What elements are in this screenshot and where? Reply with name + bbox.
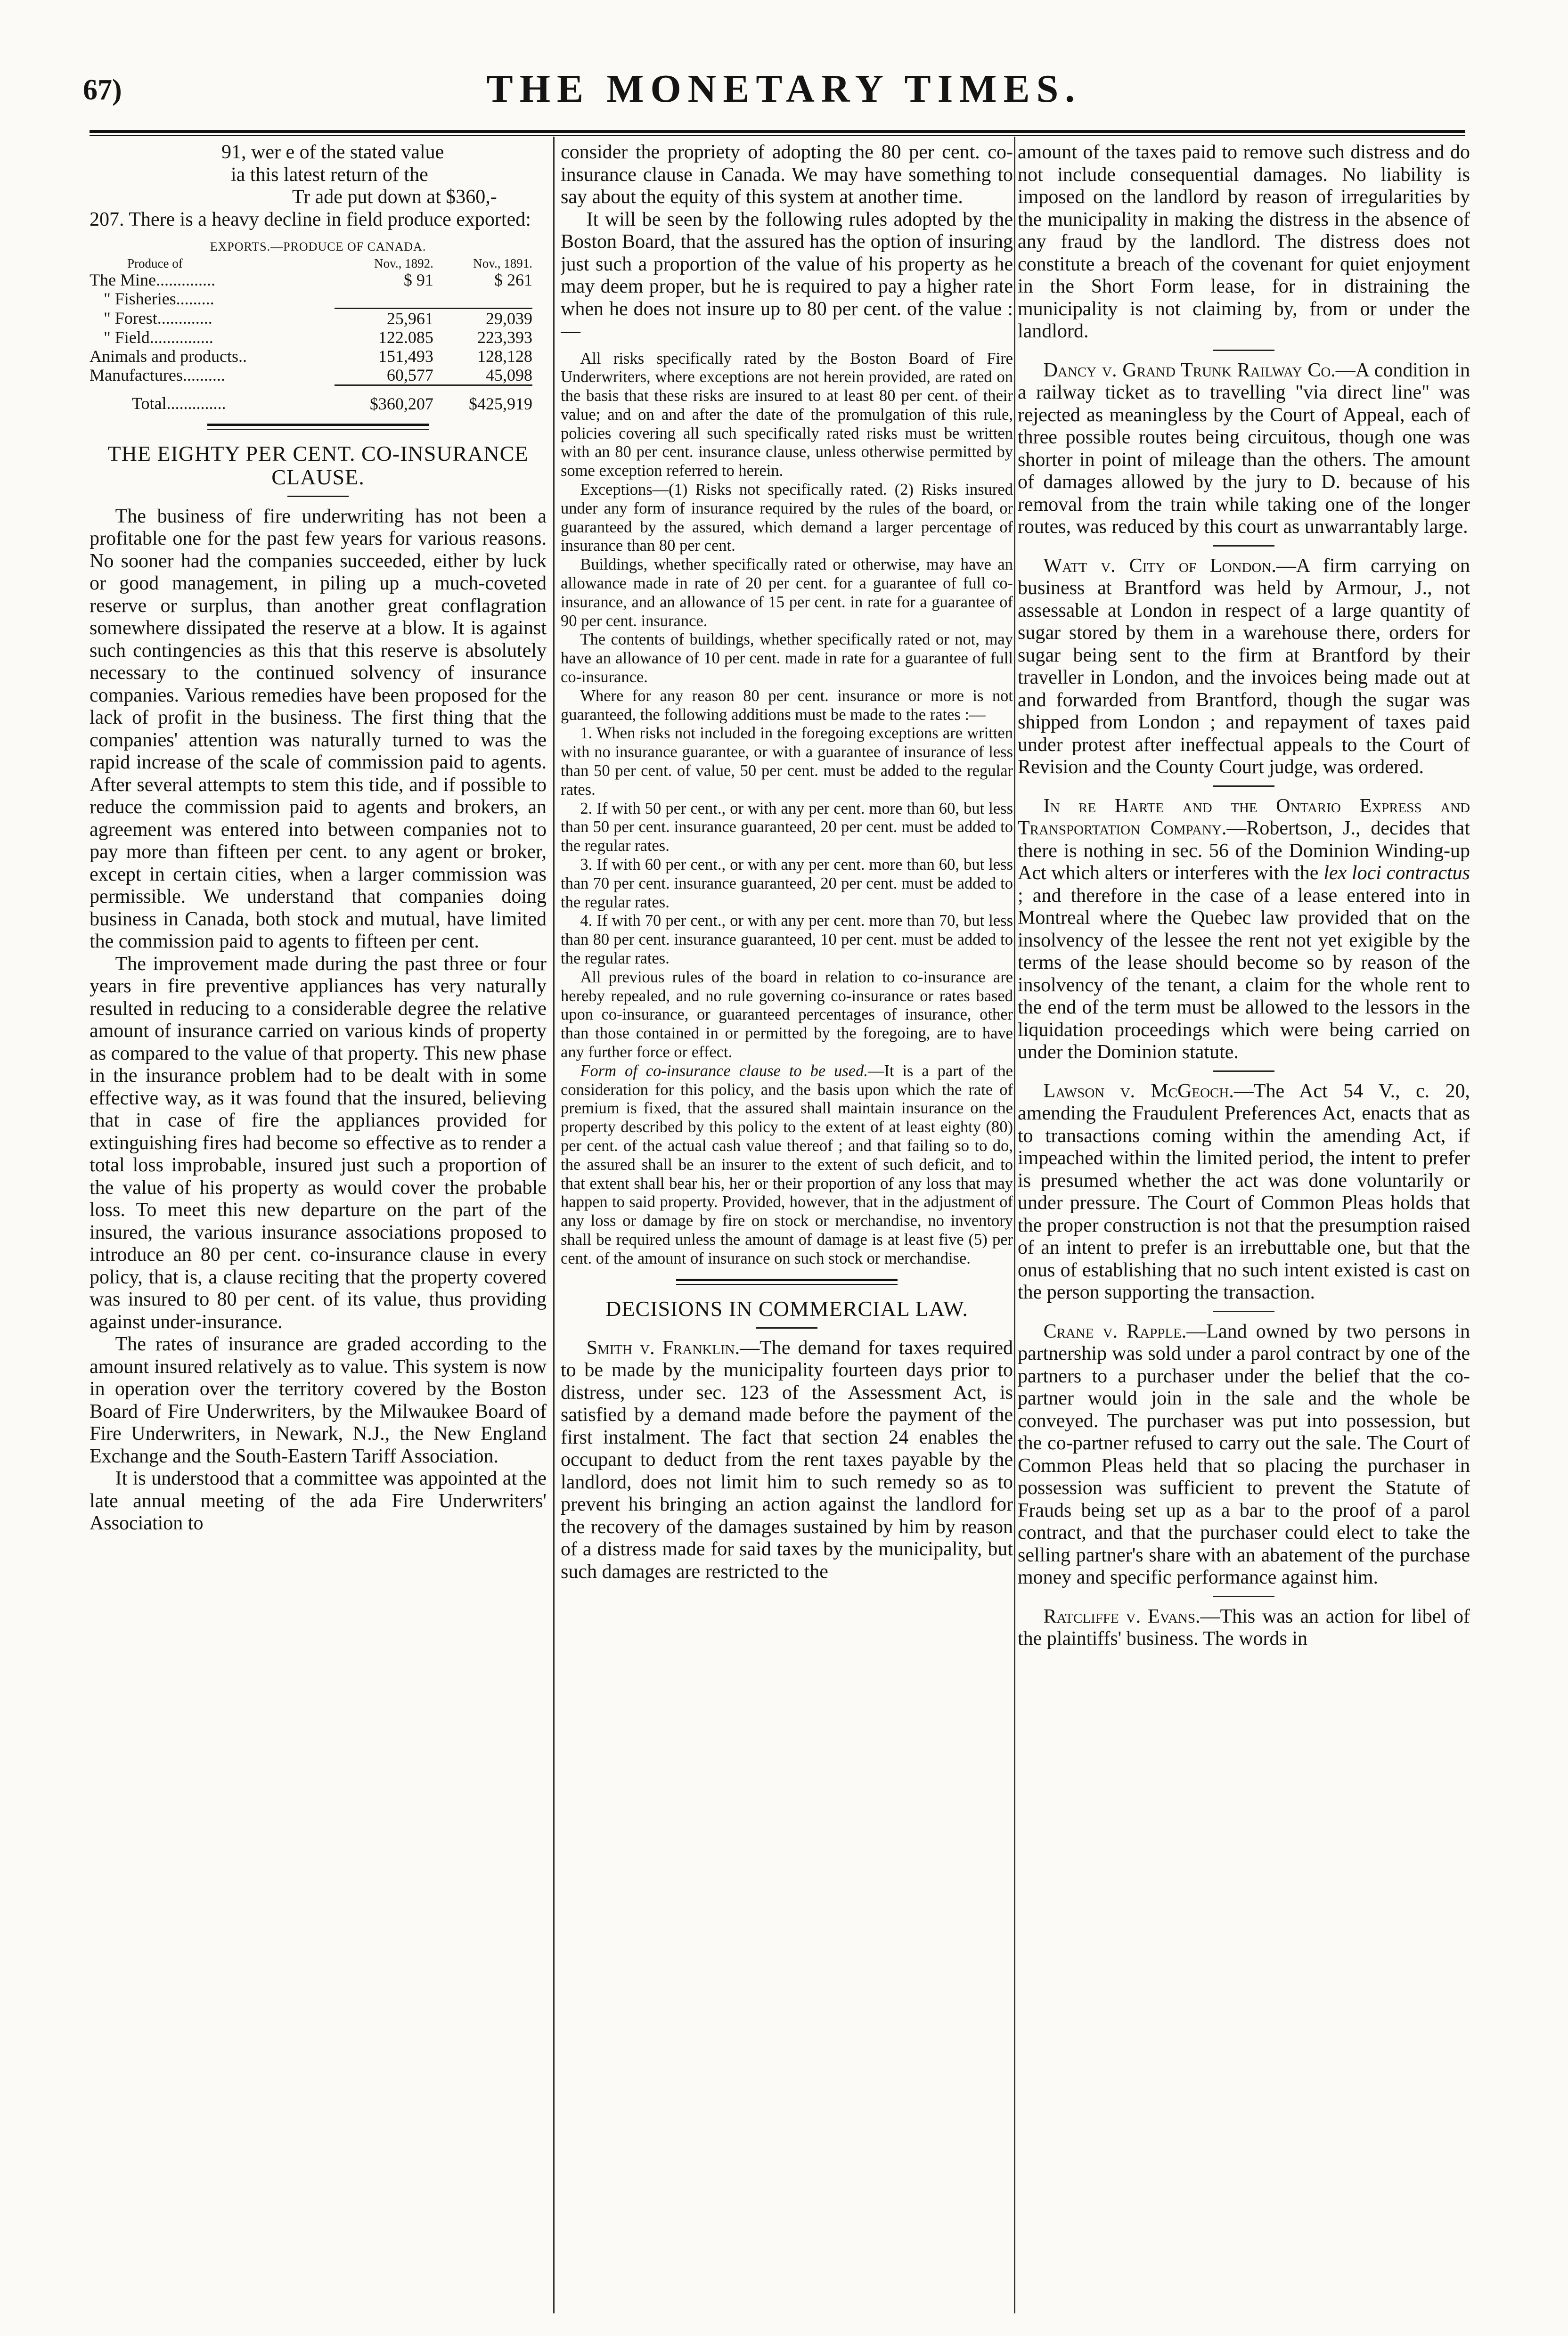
table-row (90, 328, 532, 347)
article-heading: THE EIGHTY PER CENT. CO-INSURANCE CLAUSE. (107, 441, 529, 489)
table-cell: $425,919 (469, 394, 532, 413)
rule-paragraph: All risks specifically rated by the Boston Board of Fire Underwriters, where exceptions are not herein provided, are rated on the basis that these risks are insured to at least 80 per cent. of their value; and on and after the date of the promulgation of this rule, policies covering all such specifically rated risks must be written with an 80 per cent. insurance clause, unless otherwise permitted by some exception referred to herein. (561, 349, 1013, 480)
table-cell: 223,393 (477, 327, 532, 347)
table-header: Nov., 1891. (473, 256, 532, 270)
rule-paragraph: Exceptions—(1) Risks not specifically rated. (2) Risks insured under any form of insurance required by the rules of the board, or guaranteed by the assured, which demand a larger percentage of insurance than 80 per cent. (561, 481, 1013, 555)
table-row (90, 366, 532, 385)
paragraph: amount of the taxes paid to remove such distress and do not include consequential damages. No liability is imposed on the landlord by reason of irregularities by the municipality in making the distress in the absence of any fraud by the landlord. The distress does not constitute a breach of the covenant for quiet enjoyment in the Short Form lease, for in distraining the municipality is not claiming by, from or under the landlord. (1018, 141, 1470, 342)
case-text: —Land owned by two persons in partnership was sold under a parol contract by one of the partners to a purchaser under the belief that the co-partner would join in the sale and the whole be conveyed. The purchaser was put into possession, but the co-partner refused to carry out the sale. The Court of Common Pleas held that so placing the purchaser in possession was sufficient to prevent the Statute of Frauds being set up as a bar to the proof of a parol contract, and that the purchaser could elect to take the selling partner's share with an abatement of the purchase money and specific performance against him. (1018, 1320, 1470, 1588)
form-clause-text: —It is a part of the consideration for this policy, and the basis upon which the rate of premium is fixed, that the assured shall maintain insurance on the property described by this policy to the extent of at least eighty (80) per cent. of the actual cash value thereof ; and that failing so to do, the assured shall be an insurer to the extent of such deficit, and to that extent shall bear his, her or their proportion of any loss that may happen to said property. Provided, however, that in the adjustment of any loss or damage by fire on stock or merchandise, no inventory shall be required unless the amount of damage is at least five (5) per cent. of the amount of insurance on such stock or merchandise. (561, 1062, 1013, 1267)
case-title: Crane v. Rapple. (1043, 1320, 1187, 1342)
table-cell (335, 289, 433, 308)
masthead-rule (90, 130, 1465, 136)
case-text: —The Act 54 V., c. 20, amending the Fraudulent Preferences Act, enacts that as to transactions coming within the amending Act, if impeached within the limited period, the intent to prefer is presumed whether the act was done voluntarily or under pressure. The Court of Common Pleas holds that the proper construction is not that the presumption raised of an intent to prefer is an irrebuttable one, but that the onus of establishing that no such intent existed is cast on the person supporting the transaction. (1018, 1080, 1470, 1303)
rule-paragraph: 3. If with 60 per cent., or with any per cent. more than 60, but less than 70 per cent. insurance guaranteed, 20 per cent. must be added to the regular rates. (561, 856, 1013, 911)
case-paragraph (1018, 1080, 1470, 1304)
rule-paragraph: All previous rules of the board in relation to co-insurance are hereby repealed, and no rule governing co-insurance or rates based upon co-insurance, or guaranteed percentages of insurance, other than those contained in or permitted by the foregoing, are to have any further force or effect. (561, 968, 1013, 1061)
heading-rule (756, 1327, 817, 1329)
case-paragraph (1018, 1606, 1470, 1650)
table-row (90, 270, 532, 289)
column-1 (90, 141, 547, 2328)
table-cell: The Mine.............. (90, 270, 215, 289)
section-rule (207, 424, 429, 430)
table-cell: Total.............. (132, 393, 226, 413)
table-cell: $ 261 (494, 270, 532, 289)
table-total-row (90, 385, 532, 413)
table-cell: $360,207 (369, 394, 433, 413)
case-title: Ratcliffe v. Evans. (1043, 1605, 1200, 1627)
table-header: Produce of (127, 256, 183, 270)
table-cell: 128,128 (477, 346, 532, 366)
case-text-italic: lex loci contractus (1323, 862, 1470, 884)
case-text: —A firm carrying on business at Brantford was held by Armour, J., not assessable at London in respect of a large quantity of sugar stored by them in a warehouse there, orders for sugar being sent to the firm at Brantford by their traveller in London, and the invoices being made out at and forwarded from Brantford, though the sugar was shipped from London ; and repayment of taxes paid under protest after ineffectual appeals to the Court of Revision and the County Court judge, was ordered. (1018, 555, 1470, 778)
intro-line: 207. There is a heavy decline in field produce exported: (90, 208, 531, 230)
case-title: In re Harte and the Ontario Express and Transportation Company. (1018, 795, 1470, 839)
rule-paragraph: Where for any reason 80 per cent. insurance or more is not guaranteed, the following additions must be made to the rates :— (561, 686, 1013, 724)
case-text: —A condition in a railway ticket as to travelling "via direct line" was rejected as meaningless by the Court of Appeal, each of three possible routes being circuitous, though one was shorter in point of mileage than the others. The amount of damages allowed by the jury to D. because of his removal from the train while taking one of the longer routes, was reduced by this court as unwarrantably large. (1018, 359, 1470, 538)
case-text: —The demand for taxes required to be made by the municipality fourteen days prior to distress, under sec. 123 of the Assessment Act, is satisfied by a demand made before the payment of the first instalment. The fact that section 24 enables the occupant to deduct from the rent taxes payable by the landlord, does not limit him to such remedy so as to prevent his bringing an action against the landlord for the recovery of the damages sustained by him by reason of a distress made for said taxes by the municipality, but such damages are restricted to the (561, 1337, 1013, 1583)
rule-paragraph: Buildings, whether specifically rated or otherwise, may have an allowance made in rate of 20 per cent. for a guarantee of full co-insurance, and an allowance of 15 per cent. in rate for a guarantee of 90 per cent. insurance. (561, 555, 1013, 630)
intro-line: Tr ade put down at $360,- (292, 186, 497, 208)
table-cell: " Field............... (104, 327, 213, 347)
page-number: 67) (83, 74, 122, 106)
case-paragraph (1018, 1321, 1470, 1589)
case-text: —This was an action for libel of the plaintiffs' business. The words in (1018, 1605, 1470, 1650)
paragraph: The improvement made during the past three or four years in fire preventive appliances has very naturally resulted in reducing to a considerable degree the relative amount of insurance carried on various kinds of property as compared to the value of that property. This new phase in the insurance problem had to be dealt with in some effective way, as it was found that the insured, believing that in case of fire the appliances provided for extinguishing fires had become so effective as to render a total loss improbable, insured just such a proportion of the value of his property as would cover the probable loss. To meet this new departure on the part of the insured, the various insurance associations proposed to introduce an 80 per cent. co-insurance clause in every policy, that is, a clause reciting that the property covered was insured to 80 per cent. of its value, thus providing against under-insurance. (90, 953, 547, 1333)
case-divider (1213, 1070, 1274, 1072)
paragraph: The business of fire underwriting has not been a profitable one for the past few years for various reasons. No sooner had the companies succeeded, either by luck or good management, in piling up a much-coveted reserve or surplus, than another great conflagration somewhere dissipated the reserve at a blow. It is against such contingencies as this that this reserve is absolutely necessary to the continued solvency of insurance companies. Various remedies have been proposed for the lack of profit in the business. The first thing that the companies' attention was naturally turned to was the rapid increase of the scale of commission paid to agents. After several attempts to stem this tide, and if possible to reduce the commission paid to agents and brokers, an agreement was entered into between companies not to pay more than fifteen per cent. to any agent or broker, except in certain cities, when a larger commission was permissible. We understand that companies doing business in Canada, both stock and mutual, have limited the commission paid to agents to fifteen per cent. (90, 505, 547, 952)
table-cell: 45,098 (433, 366, 532, 385)
table-cell: 151,493 (378, 346, 433, 366)
column-divider (553, 137, 555, 2313)
table-title: EXPORTS.—PRODUCE OF CANADA. (210, 240, 426, 253)
case-title: Lawson v. McGeoch. (1043, 1080, 1234, 1102)
heading-rule (287, 496, 349, 497)
case-title: Dancy v. Grand Trunk Railway Co. (1043, 359, 1336, 381)
case-divider (1213, 1596, 1274, 1597)
table-cell: 29,039 (486, 309, 532, 328)
rule-paragraph: 4. If with 70 per cent., or with any per cent. more than 70, but less than 80 per cent. insurance guaranteed, 10 per cent. must be added to the regular rates. (561, 912, 1013, 967)
table-cell: Manufactures.......... (90, 366, 225, 385)
column-2 (561, 141, 1013, 2328)
paragraph: It is understood that a committee was appointed at the late annual meeting of the ada Fire Underwriters' Association to (90, 1468, 547, 1534)
case-title: Smith v. Franklin. (586, 1337, 740, 1359)
intro-line: ia this latest return of the (231, 163, 428, 186)
case-divider (1213, 785, 1274, 787)
table-cell: Animals and products.. (90, 346, 247, 366)
intro-line: 91, wer e of the stated value (221, 141, 444, 163)
table-row (90, 347, 532, 366)
case-divider (1213, 350, 1274, 351)
masthead-title: THE MONETARY TIMES. (486, 67, 1082, 111)
case-paragraph (1018, 555, 1470, 779)
table-header: Nov., 1892. (374, 256, 433, 270)
column-divider (1014, 137, 1015, 2313)
case-title: Watt v. City of London. (1043, 555, 1276, 577)
paragraph: consider the propriety of adopting the 80 per cent. co-insurance clause in Canada. We may have something to say about the equity of this system at another time. (561, 141, 1013, 208)
paragraph: The rates of insurance are graded according to the amount insured relatively as to value. This system is now in operation over the territory covered by the Boston Board of Fire Underwriters, by the Milwaukee Board of Fire Underwriters, in Newark, N.J., the New England Exchange and the South-Eastern Tariff Association. (90, 1333, 547, 1467)
table-cell: 25,961 (386, 309, 433, 328)
case-paragraph (561, 1337, 1013, 1584)
exports-table (90, 256, 532, 413)
table-cell: " Forest............. (104, 308, 212, 327)
rule-paragraph: 2. If with 50 per cent., or with any per cent. more than 60, but less than 50 per cent. insurance guaranteed, 20 per cent. must be added to the regular rates. (561, 799, 1013, 855)
column-3 (1018, 141, 1470, 2328)
table-cell (433, 289, 532, 308)
form-clause-label: Form of co-insurance clause to be used. (580, 1062, 868, 1080)
table-cell: 122.085 (378, 327, 433, 347)
table-cell: $ 91 (403, 270, 433, 289)
table-cell: " Fisheries......... (104, 289, 214, 308)
section-rule (676, 1279, 898, 1285)
form-clause (561, 1062, 1013, 1268)
table-row (90, 289, 532, 308)
case-divider (1213, 545, 1274, 547)
section-heading: DECISIONS IN COMMERCIAL LAW. (605, 1296, 968, 1321)
table-cell: 60,577 (335, 366, 433, 385)
case-text: ; and therefore in the case of a lease entered into in Montreal where the Quebec law provided that on the insolvency of the lessee the rent not yet exigible by the terms of the lease should become so by reason of the insolvency of the tenant, a claim for the whole rent to the end of the term must be allowed to the lessors in the liquidation proceedings which were being carried on under the Dominion statute. (1018, 884, 1470, 1063)
case-divider (1213, 1311, 1274, 1312)
rule-paragraph: The contents of buildings, whether specifically rated or not, may have an allowance of 10 per cent. made in rate for a guarantee of full co-insurance. (561, 630, 1013, 686)
rules-block (561, 350, 1013, 1268)
case-text: —Robertson, J., decides that there is nothing in sec. 56 of the Dominion Winding-up Act which alters or interferes with the (1018, 817, 1470, 884)
table-row (90, 308, 532, 328)
paragraph: It will be seen by the following rules adopted by the Boston Board, that the assured has the option of insuring just such a proportion of the value of his property as he may deem proper, but he is required to pay a higher rate when he does not insure up to 80 per cent. of the value :— (561, 208, 1013, 342)
case-paragraph (1018, 359, 1470, 539)
case-paragraph (1018, 795, 1470, 1064)
rule-paragraph: 1. When risks not included in the foregoing exceptions are written with no insurance guarantee, or with a guarantee of insurance of less than 50 per cent. of value, 50 per cent. must be added to the regular rates. (561, 724, 1013, 799)
